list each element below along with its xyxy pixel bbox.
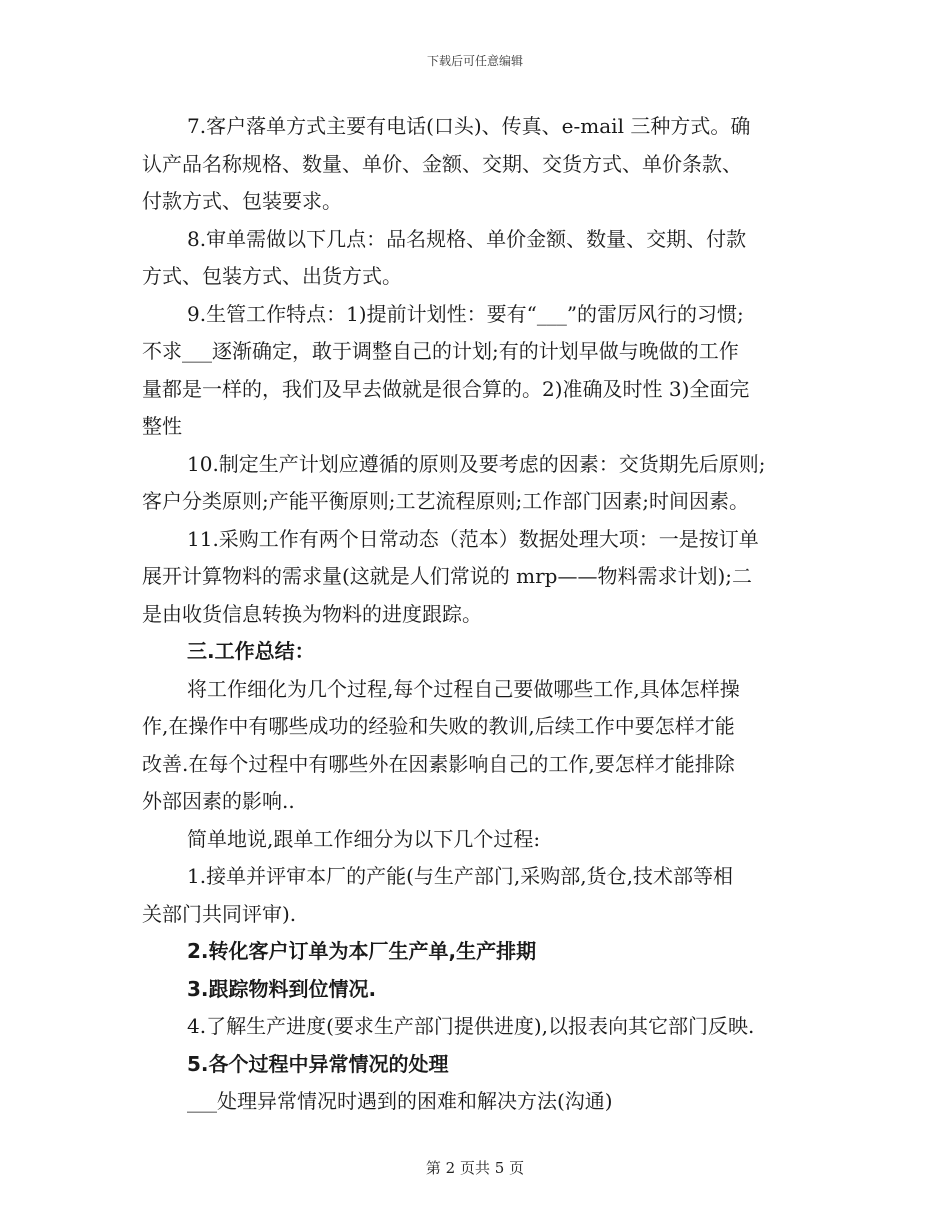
document-body — [142, 108, 807, 1121]
text-line: 8.审单需做以下几点：品名规格、单价金额、数量、交期、付款 — [187, 226, 747, 251]
text-line: 4.了解生产进度(要求生产部门提供进度),以报表向其它部门反映. — [187, 1014, 755, 1038]
text-line: ___处理异常情况时遇到的困难和解决方法(沟通) — [187, 1089, 613, 1113]
text-line: 作,在操作中有哪些成功的经验和失败的教训,后续工作中要怎样才能 — [142, 714, 735, 738]
text-line: 外部因素的影响.. — [142, 789, 295, 813]
text-line: 关部门共同评审). — [142, 901, 297, 926]
text-line: 整性 — [142, 414, 182, 438]
page-footer: 第 2 页共 5 页 — [425, 1159, 525, 1177]
section-heading: 3.跟踪物料到位情况. — [187, 976, 377, 1001]
text-line: 7.客户落单方式主要有电话(口头)、传真、e-mail 三种方式。确 — [187, 114, 751, 138]
text-line: 9.生管工作特点：1)提前计划性：要有“___”的雷厉风行的习惯; — [187, 301, 744, 326]
text-line: 客户分类原则;产能平衡原则;工艺流程原则;工作部门因素;时间因素。 — [142, 489, 749, 513]
section-heading: 2.转化客户订单为本厂生产单,生产排期 — [187, 939, 537, 963]
text-line: 1.接单并评审本厂的产能(与生产部门,采购部,货仓,技术部等相 — [187, 864, 733, 888]
text-line: 方式、包装方式、出货方式。 — [142, 264, 402, 288]
text-line: 付款方式、包装要求。 — [142, 189, 342, 213]
text-line: 改善.在每个过程中有哪些外在因素影响自己的工作,要怎样才能排除 — [142, 751, 735, 776]
section-heading: 三.工作总结： — [187, 639, 315, 663]
page-header: 下载后可任意编辑 — [426, 54, 523, 68]
text-line: 将工作细化为几个过程,每个过程自己要做哪些工作,具体怎样操 — [187, 676, 740, 701]
text-line: 11.采购工作有两个日常动态（范本）数据处理大项：一是按订单 — [187, 526, 759, 551]
text-line: 认产品名称规格、数量、单价、金额、交期、交货方式、单价条款、 — [142, 151, 742, 176]
text-line: 简单地说,跟单工作细分为以下几个过程: — [187, 826, 541, 851]
text-line: 不求___逐渐确定，敢于调整自己的计划;有的计划早做与晚做的工作 — [142, 339, 739, 363]
section-heading: 5.各个过程中异常情况的处理 — [187, 1051, 449, 1076]
text-line: 是由收货信息转换为物料的进度跟踪。 — [142, 601, 482, 626]
text-line: 10.制定生产计划应遵循的原则及要考虑的因素：交货期先后原则; — [187, 451, 766, 476]
text-line: 展开计算物料的需求量(这就是人们常说的 mrp——物料需求计划);二 — [142, 564, 753, 588]
text-line: 量都是一样的，我们及早去做就是很合算的。2)准确及时性 3)全面完 — [142, 376, 750, 401]
